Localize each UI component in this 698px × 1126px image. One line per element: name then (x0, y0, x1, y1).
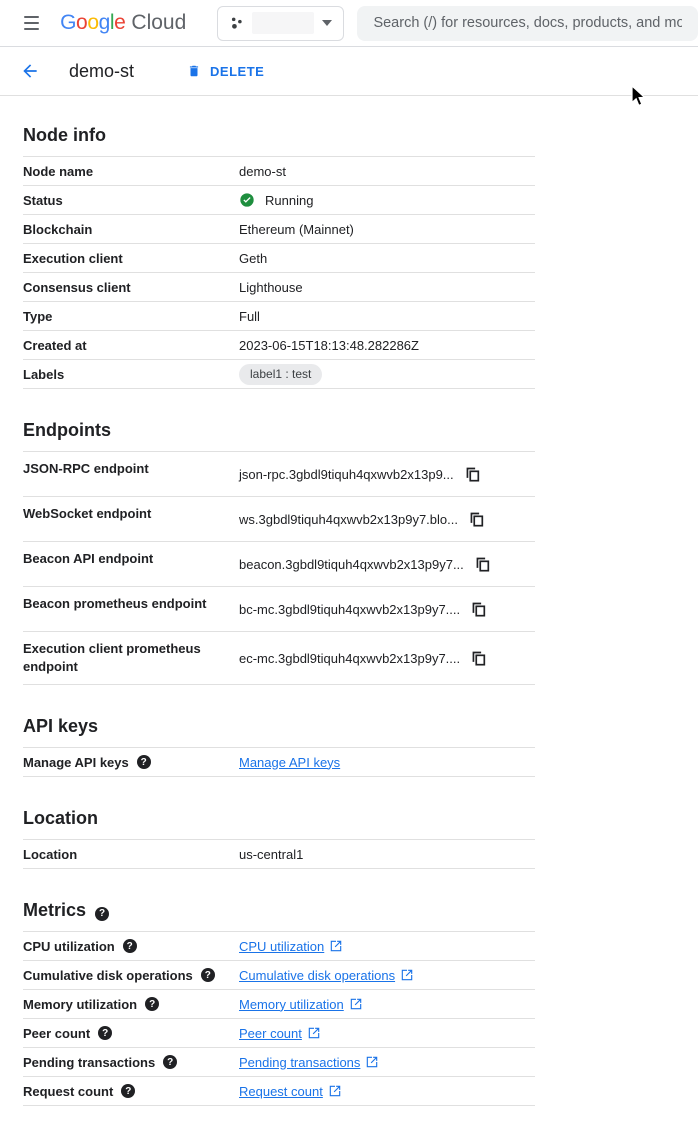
row-label: JSON-RPC endpoint (23, 461, 149, 476)
copy-button[interactable] (468, 511, 485, 528)
label-chip: label1 : test (239, 364, 322, 385)
table-row (23, 990, 535, 1019)
manage-api-keys-link[interactable]: Manage API keys (239, 754, 341, 770)
row-label: Type (23, 308, 53, 324)
page-title: demo-st (69, 60, 135, 81)
chevron-down-icon (322, 20, 332, 26)
row-label: Consensus client (23, 279, 131, 295)
back-arrow-icon (20, 61, 40, 81)
copy-icon (475, 557, 490, 572)
google-cloud-logo[interactable] (60, 11, 186, 35)
row-label-text: Pending transactions (23, 1054, 156, 1070)
table-row (23, 840, 535, 869)
section-title-node-info: Node info (23, 125, 106, 145)
row-value: Full (239, 308, 260, 324)
row-label: Created at (23, 337, 87, 353)
table-row (23, 748, 535, 777)
logo-letter: l (109, 11, 115, 34)
copy-button[interactable] (464, 466, 481, 483)
node-info-table (23, 156, 535, 389)
logo-letter: G (60, 11, 77, 34)
section-title-location: Location (23, 808, 98, 828)
row-value (239, 1055, 535, 1070)
metric-link[interactable] (239, 1026, 320, 1041)
endpoint-url: bc-mc.3gbdl9tiquh4qxwvb2x13p9y7.... (239, 601, 461, 617)
logo-cloud-text: Cloud (131, 11, 187, 34)
row-value (239, 1026, 535, 1041)
metric-link[interactable] (239, 939, 342, 954)
location-table (23, 839, 535, 869)
row-label: Labels (23, 366, 65, 382)
row-label-text: Request count (23, 1083, 114, 1099)
metric-link-text: Pending transactions (239, 1054, 361, 1070)
section-title-metrics (23, 899, 535, 921)
row-value (239, 542, 535, 586)
table-row (23, 215, 535, 244)
row-label-text: CPU utilization (23, 938, 115, 954)
main-content (0, 124, 535, 1106)
metric-link[interactable] (239, 997, 362, 1012)
row-label: Location (23, 846, 78, 862)
logo-letter: o (87, 11, 99, 34)
help-icon[interactable] (123, 939, 137, 953)
row-value (239, 452, 535, 496)
row-label (23, 997, 239, 1012)
metric-link-text: Cumulative disk operations (239, 967, 396, 983)
table-row (23, 452, 535, 497)
copy-icon (471, 651, 486, 666)
endpoints-table (23, 451, 535, 685)
endpoint-url: ws.3gbdl9tiquh4qxwvb2x13p9y7.blo... (239, 511, 458, 527)
logo-letter: e (114, 11, 126, 34)
row-label (23, 755, 239, 770)
metric-link[interactable] (239, 968, 413, 983)
project-name-redacted (252, 12, 314, 34)
section-title-text: Metrics (23, 900, 87, 920)
table-row (23, 331, 535, 360)
project-icon (229, 16, 244, 31)
open-in-new-icon (329, 1085, 341, 1097)
status-running-icon (239, 192, 255, 208)
back-button[interactable] (18, 59, 42, 83)
copy-button[interactable] (474, 556, 491, 573)
table-row (23, 302, 535, 331)
table-row (23, 1077, 535, 1106)
row-label (23, 1055, 239, 1070)
metric-link-text: CPU utilization (239, 938, 325, 954)
table-row (23, 1048, 535, 1077)
row-value: Lighthouse (239, 279, 303, 295)
row-label: Status (23, 192, 63, 208)
row-value (239, 997, 535, 1012)
row-label-text: Manage API keys (23, 754, 129, 770)
help-icon[interactable] (121, 1084, 135, 1098)
help-icon[interactable] (145, 997, 159, 1011)
trash-icon (187, 63, 201, 79)
row-label: Beacon API endpoint (23, 551, 154, 566)
row-value (239, 364, 535, 385)
row-label-text: Memory utilization (23, 996, 138, 1012)
table-row (23, 932, 535, 961)
status-text: Running (265, 192, 314, 208)
metric-link-text: Peer count (239, 1025, 302, 1041)
metric-link-text: Request count (239, 1083, 323, 1099)
table-row (23, 244, 535, 273)
row-value (239, 1084, 535, 1099)
endpoint-url: json-rpc.3gbdl9tiquh4qxwvb2x13p9... (239, 466, 454, 482)
api-keys-table (23, 747, 535, 777)
table-row (23, 360, 535, 389)
section-title-endpoints: Endpoints (23, 420, 111, 440)
row-value (239, 939, 535, 954)
table-row (23, 497, 535, 542)
copy-button[interactable] (470, 601, 487, 618)
row-label: Blockchain (23, 221, 93, 237)
metric-link[interactable] (239, 1055, 378, 1070)
status-badge (239, 192, 313, 208)
page-header (0, 47, 698, 96)
row-label: Execution client prometheus endpoint (23, 641, 201, 674)
row-label (23, 1084, 239, 1099)
table-row (23, 1019, 535, 1048)
copy-icon (471, 602, 486, 617)
project-selector[interactable] (217, 6, 344, 41)
table-row (23, 632, 535, 685)
global-search-bar[interactable] (357, 6, 698, 41)
logo-letter: o (76, 11, 88, 34)
row-label-text: Cumulative disk operations (23, 967, 193, 983)
row-label: Node name (23, 163, 94, 179)
section-title-api-keys: API keys (23, 716, 99, 736)
help-icon[interactable] (98, 1026, 112, 1040)
delete-button-label: DELETE (210, 63, 265, 79)
metric-link[interactable] (239, 1084, 341, 1099)
row-label (23, 968, 239, 983)
row-value (239, 968, 535, 983)
open-in-new-icon (401, 969, 413, 981)
row-label: WebSocket endpoint (23, 506, 152, 521)
row-label: Execution client (23, 250, 123, 266)
hamburger-menu-icon[interactable] (24, 16, 39, 30)
row-value (239, 755, 535, 770)
row-value (239, 192, 535, 208)
open-in-new-icon (350, 998, 362, 1010)
endpoint-url: beacon.3gbdl9tiquh4qxwvb2x13p9y7... (239, 556, 464, 572)
open-in-new-icon (366, 1056, 378, 1068)
row-value: Geth (239, 250, 268, 266)
table-row (23, 273, 535, 302)
row-label (23, 1026, 239, 1041)
open-in-new-icon (308, 1027, 320, 1039)
help-icon[interactable] (163, 1055, 177, 1069)
row-value (239, 587, 535, 631)
metrics-table (23, 931, 535, 1106)
table-row (23, 587, 535, 632)
endpoint-url: ec-mc.3gbdl9tiquh4qxwvb2x13p9y7.... (239, 650, 461, 666)
copy-icon (465, 467, 480, 482)
open-in-new-icon (330, 940, 342, 952)
help-icon[interactable] (95, 907, 109, 921)
delete-button[interactable] (187, 63, 264, 79)
logo-letter: g (98, 11, 110, 34)
row-value: 2023-06-15T18:13:48.282286Z (239, 337, 419, 353)
copy-button[interactable] (470, 650, 487, 667)
row-value: Ethereum (Mainnet) (239, 221, 354, 237)
row-value: us-central1 (239, 846, 304, 862)
help-icon[interactable] (137, 755, 151, 769)
table-row (23, 157, 535, 186)
table-row (23, 186, 535, 215)
help-icon[interactable] (201, 968, 215, 982)
row-value (239, 632, 535, 684)
row-value: demo-st (239, 163, 286, 179)
row-label-text: Peer count (23, 1025, 91, 1041)
row-label (23, 939, 239, 954)
table-row (23, 961, 535, 990)
row-value (239, 497, 535, 541)
table-row (23, 542, 535, 587)
copy-icon (469, 512, 484, 527)
row-label: Beacon prometheus endpoint (23, 596, 207, 611)
top-app-bar (0, 0, 698, 47)
search-input[interactable] (373, 15, 682, 31)
metric-link-text: Memory utilization (239, 996, 344, 1012)
